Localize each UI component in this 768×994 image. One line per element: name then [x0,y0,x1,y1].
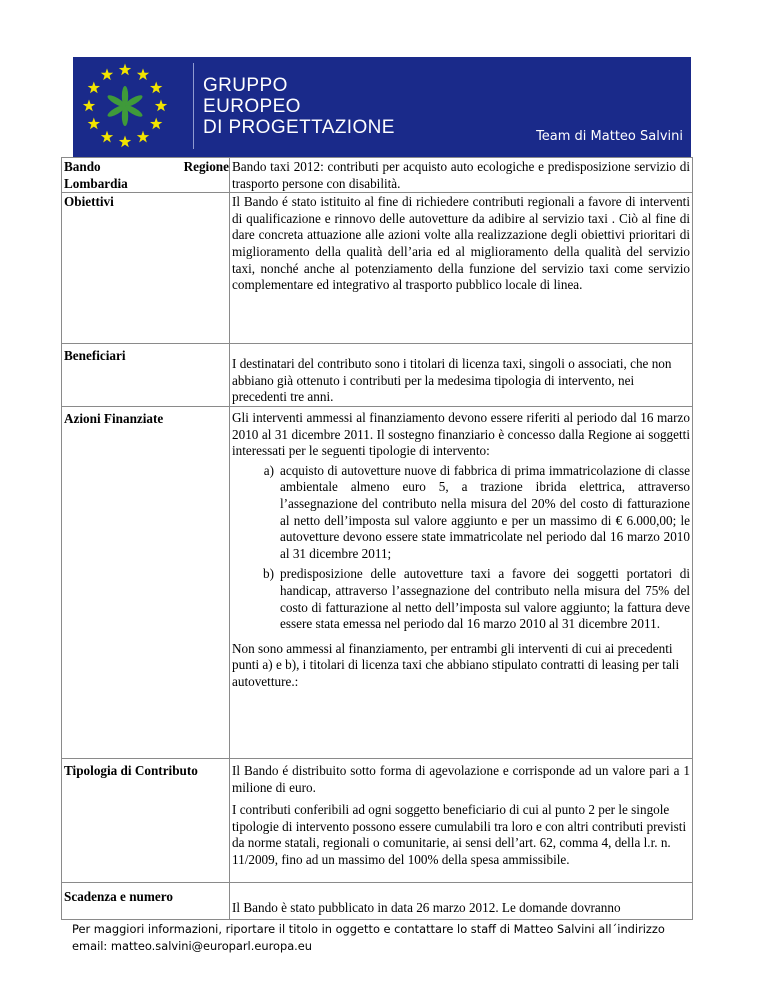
label-bando-right: Regione [183,159,229,174]
row-azioni [62,406,693,758]
tipologia-p1: Il Bando é distribuito sotto forma di agevolazione e corrisponde ad un valore pari a 1 milione di euro. [232,762,690,795]
list-item-marker: a) [263,462,274,478]
footer [72,921,722,955]
list-item-text: predisposizione delle autovetture taxi a favore dei soggetti portatori di handicap, attraverso l’assegnazione del contributo nella misura del 75% del costo di fatturazione al netto dell’imposta sul valore aggiunto; la fattura deve essere stata emessa nel periodo dal 16 marzo 2010 al 31 dicembre 2011. [280,566,690,632]
eu-stars-logo [73,57,193,157]
azioni-intro: Gli interventi ammessi al finanziamento devono essere riferiti al periodo dal 16 marzo 2010 al 31 dicembre 2011. Il sostegno finanziario è concesso dalla Regione ai soggetti interessati per le seguenti tipologie di intervento: [232,409,690,459]
group-title-line: DI PROGETTAZIONE [203,117,395,138]
label-scadenza: Scadenza e numero [62,882,230,919]
star-icon [83,100,95,112]
star-icon [150,118,162,130]
tipologia-p2: I contributi conferibili ad ogni soggetto beneficiario di cui al punto 2 per le singole tipologie di intervento possono essere cumulabili tra loro e con altri contributi previsti da norme statali, regionali o comunitarie, ai sensi dell’art. 62, comma 4, della l.r. n. 11/2009, fino ad un massimo del 100% della spesa ammissibile. [232,802,687,867]
row-bando [62,158,693,193]
star-icon [88,118,100,130]
star-icon [150,82,162,94]
footer-info: Per maggiori informazioni, riportare il titolo in oggetto e contattare lo staff di Matteo Salvini all´indirizzo [72,922,665,936]
star-icon [88,82,100,94]
obiettivi-text: Il Bando é stato istituito al fine di richiedere contributi regionali a favore di interventi di qualificazione e rinnovo delle autovetture da adibire al servizio taxi . Ciò al fine di dare concreta attuazione alle azioni volte alla realizzazione degli obiettivi prioritari di miglioramento della qualità dell’aria ed al miglioramento della qualità del servizio taxi, nonché anche al potenziamento della funzione del servizio taxi come servizio complementare ed integrativo al trasporto pubblico locale di linea. [230,193,693,344]
azioni-content [230,406,693,758]
row-scadenza [62,882,693,919]
list-item [232,463,690,563]
label-tipologia: Tipologia di Contributo [62,758,230,882]
star-icon [101,131,113,143]
azioni-list [232,463,690,633]
footer-email: email: matteo.salvini@europarl.europa.eu [72,939,313,953]
scadenza-text: Il Bando è stato pubblicato in data 26 marzo 2012. Le domande dovranno [230,882,693,919]
label-bando-left: Bando [64,159,101,174]
tipologia-content [230,758,693,882]
list-item-marker: b) [263,566,274,582]
label-obiettivi: Obiettivi [62,193,230,344]
header-banner [73,57,691,157]
list-item [232,566,690,632]
label-azioni: Azioni Finanziate [62,406,230,758]
bando-title: Bando taxi 2012: contributi per acquisto auto ecologiche e predisposizione servizio di trasporto persone con disabilità. [230,158,693,193]
star-icon [155,100,167,112]
star-icon [101,68,113,80]
row-beneficiari [62,344,693,407]
group-title-line: EUROPEO [203,96,301,117]
banner-divider [193,63,194,149]
label-bando [62,158,230,193]
azioni-closing: Non sono ammessi al finanziamento, per entrambi gli interventi di cui ai precedenti punti a) e b), i titolari di licenza taxi che abbiano stipulato contratti di leasing per tali autovetture.: [232,640,680,689]
team-label: Team di Matteo Salvini [536,129,683,144]
green-emblem-icon [106,86,144,126]
info-table [61,157,693,920]
list-item-text: acquisto di autovetture nuove di fabbrica di prima immatricolazione di classe ambientale almeno euro 5, a trazione ibrida elettrica, attraverso l’assegnazione del contributo nella misura del 20% del costo di fatturazione al netto dell’imposta sul valore aggiunto e per un massimo di € 6.000,00; le autovetture devono essere state immatricolate nel periodo dal 16 marzo 2010 al 31 dicembre 2011; [280,462,690,561]
star-icon [137,68,149,80]
star-icon [137,131,149,143]
row-tipologia [62,758,693,882]
row-obiettivi [62,193,693,344]
label-bando-line2: Lombardia [64,175,128,191]
star-icon [119,64,131,76]
group-title [203,75,395,138]
label-beneficiari: Beneficiari [62,344,230,407]
group-title-line: GRUPPO [203,75,288,96]
star-icon [119,136,131,148]
beneficiari-text: I destinatari del contributo sono i titolari di licenza taxi, singoli o associati, che non abbiano già ottenuto i contributi per la medesima tipologia di intervento, nei precedenti tre anni. [230,344,693,407]
